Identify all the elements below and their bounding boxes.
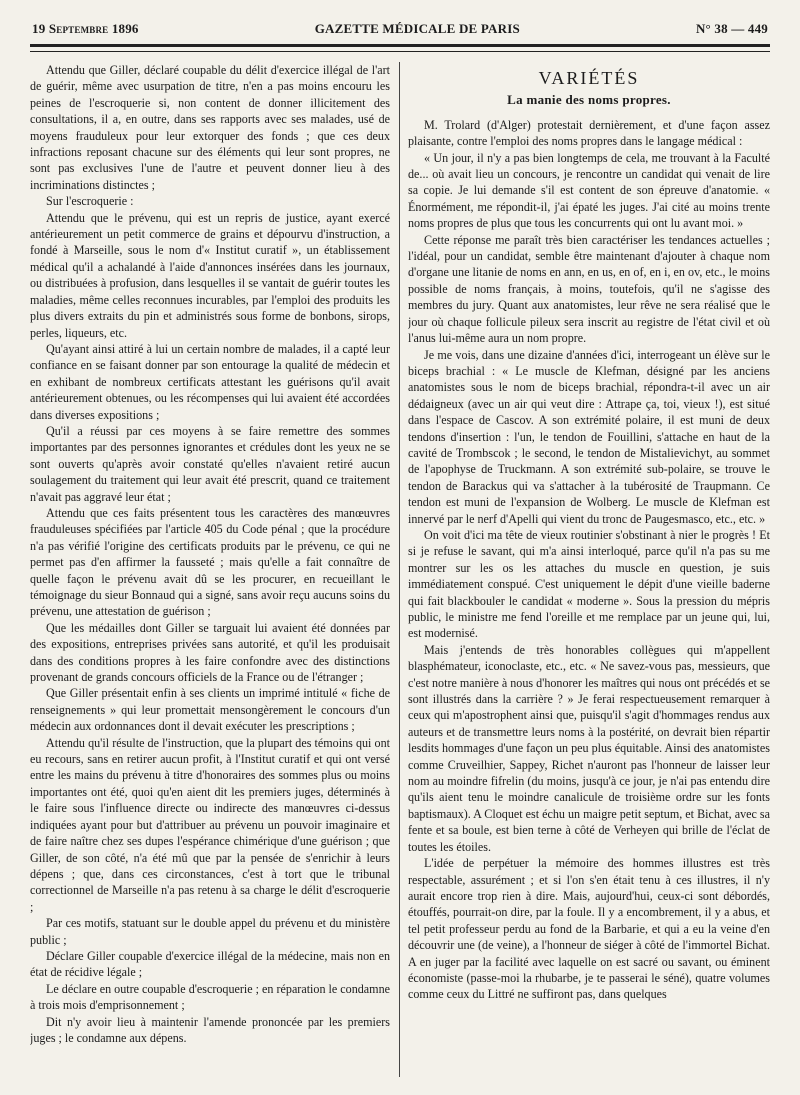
left-paragraph: Le déclare en outre coupable d'escroquerie ; en réparation le condamne à trois mois d'emprisonnement ; — [30, 981, 390, 1013]
right-paragraph: Je me vois, dans une dizaine d'années d'ici, interrogeant un élève sur le biceps brachial : « Le muscle de Klefman, désigné par les anciens anatomistes sous le nom de biceps brachial, répondra-t-il avec un air dédaigneux (avec un air qui veut dire : Attrape ça, toi, vieux !), est situé dans l'espace de Cascov. A son extrémité polaire, il est muni de deux tendons d'insertion : l'un, le tendon de Fouillini, s'attache en haut de la cavité de Trombscok ; le second, le tendon de Mistalievichyt, au sommet de l'apophyse de Truckmann. A son extrémité sub-polaire, se trouve le tendon de Barackus qui va s'attacher à la tubérosité de Traupmann. Ce tendon est muni de l'expansion de Wolberg. Le muscle de Klefman est innervé par le nerf d'Apelli qui vient du tronc de Paugesmasco, etc., etc. » — [408, 347, 770, 526]
article-title: La manie des noms propres. — [507, 92, 671, 108]
page-header — [32, 18, 768, 40]
left-paragraph: Dit n'y avoir lieu à maintenir l'amende prononcée par les premiers juges ; le condamne aux dépens. — [30, 1014, 390, 1045]
column-divider — [399, 62, 400, 1077]
left-paragraph: Attendu que ces faits présentent tous les caractères des manœuvres frauduleuses spécifiées par l'article 405 du Code pénal ; que la procédure n'a pas vérifié l'origine des certificats produits par le prévenu, ce qui ne permet pas d'en affirmer la fausseté ; mais qu'elle a fait connaître de quelle façon le prévenu avait dû se les procurer, en recueillant le témoignage du sieur Bonnaud qui a signé, sans avoir reçu aucuns soins du prévenu, une attestation de guérison ; — [30, 505, 390, 619]
issue-number: N° 38 — 449 — [695, 21, 768, 36]
section-title: VARIÉTÉS — [538, 68, 640, 88]
left-paragraph: Attendu qu'il résulte de l'instruction, que la plupart des témoins qui ont eu recours, sans en retirer aucun profit, à l'Institut curatif et qui ont versé entre les mains du prévenu à titre d'honoraires des sommes plus ou moins importantes ont été, quoi qu'en aient dit les premiers juges, déterminés à le faire sous l'influence directe ou indirecte des manœuvres ci-dessus indiquées ayant pour but d'attribuer au prévenu un pouvoir imaginaire et de faire naître chez ses dupes l'espérance chimérique d'une guérison ; que Giller, de son côté, n'a été mû que par la pensée de s'enrichir à leurs dépens ; que, dans ces circonstances, c'est à tort que le tribunal correctionnel de Marseille n'a pas retenu à sa charge le délit d'escroquerie ; — [30, 735, 390, 914]
left-column — [30, 62, 390, 1082]
header-rule-thin — [30, 51, 770, 52]
left-paragraph: Déclare Giller coupable d'exercice illégal de la médecine, mais non en état de récidive légale ; — [30, 948, 390, 980]
left-paragraph: Qu'il a réussi par ces moyens à se faire remettre des sommes importantes par des personnes ignorantes et crédules dont les yeux ne se sont ouverts qu'après avoir constaté qu'elles n'avaient retiré aucun soulagement du traitement qui leur avait été prescrit, quand ce traitement n'avait pas aggravé leur état ; — [30, 423, 390, 504]
right-paragraph: L'idée de perpétuer la mémoire des hommes illustres est très respectable, assurément ; et si l'on s'en était tenu à ces illustres, il n'y aurait encore trop rien à dire. Mais, aujourd'hui, ceux-ci sont débordés, étouffés, pourrait-on dire, par la foule. Il y a encombrement, il y a abus, et tel petit professeur perdu au fond de la Barbarie, et qui a eu la veine d'en découvrir une (de veine), a l'honneur de siéger à côté de l'immortel Bichat. A en juger par la facilité avec laquelle on est sacré ou savant, ou éminent économiste (passe-moi la rhubarbe, je te passerai le séné), quatre volumes comme ceux du Littré ne suffiront pas, dans quelques — [408, 856, 770, 1002]
left-paragraph: Attendu que Giller, déclaré coupable du délit d'exercice illégal de l'art de guérir, même avec usurpation de titre, n'en a pas moins encouru les peines de l'escroquerie si, non content de donner illicitement des consultations, il a, en outre, dans ses rapports avec ses malades, usé de moyens frauduleux pour leur extorquer des fonds ; que ces deux infractions reposant chacune sur des éléments qui leur sont propres, ne sont pas exclusives l'une de l'autre et peuvent donner lieu à des incriminations distinctes ; — [30, 63, 390, 192]
left-paragraph: Attendu que le prévenu, qui est un repris de justice, ayant exercé antérieurement un petit commerce de grains et dépourvu d'instruction, a fondé à Marseille, sous le nom d'« Institut curatif », un établissement médical qu'il a achalandé à l'aide d'annonces insérées dans les journaux, ou distribuées à profusion, dans lesquelles il se vantait de guérir toutes les maladies, même celles reconnues incurables, par l'emploi des produits les plus divers extraits du pin et administrés sous forme de bonbons, sirops, perles, liqueurs, etc. — [30, 210, 390, 340]
left-paragraph: Par ces motifs, statuant sur le double appel du prévenu et du ministère public ; — [30, 916, 390, 947]
left-paragraph: Que les médailles dont Giller se targuait lui avaient été données par des expositions, entreprises privées sans autorité, et qu'il les produisait dans des conditions propres à les faire confondre avec des distinctions provenant de grands concours officiels de la France ou de l'étranger ; — [30, 620, 390, 685]
left-paragraph: Sur l'escroquerie : — [46, 194, 134, 209]
left-paragraph: Qu'ayant ainsi attiré à lui un certain nombre de malades, il a capté leur confiance en se faisant donner par son entourage la qualité de médecin et en exhibant de nombreux certificats attestant les guérisons qu'il avait antérieurement obtenues, ou les récompenses qui lui avaient été accordées dans diverses expositions ; — [30, 341, 390, 422]
left-paragraph: Que Giller présentait enfin à ses clients un imprimé intitulé « fiche de renseignements » qui leur promettait mensongèrement le concours d'un médecin aux ordonnances dont il devait exécuter les prescriptions ; — [30, 686, 390, 734]
right-paragraph: Cette réponse me paraît très bien caractériser les tendances actuelles ; l'idéal, pour un candidat, semble être maintenant d'ajouter à chaque nom d'organe une litanie de noms en ann, en us, en of, en i, en ov, etc., le moins possible de noms français, à moins, toutefois, qu'il ne s'agisse des membres du jury. Quant aux anatomistes, leur rêve ne sera réalisé que le jour où chaque follicule pileux sera inscrit au registre de l'état civil et où l'anus lui-même aura un nom propre. — [408, 232, 770, 346]
right-paragraph: Mais j'entends de très honorables collègues qui m'appellent blasphémateur, iconoclaste, etc., etc. « Ne savez-vous pas, messieurs, que c'est notre manière à nous d'honorer les maîtres qui nous ont précédés et se sont illustrés dans la carrière ? » Je ferai respectueusement remarquer à ceux qui m'apostrophent ainsi que, puisqu'il s'agit d'hommages rendus aux auteurs et de transmettre leurs noms à la postérité, on devrait bien répartir lesdits hommages d'une façon un peu plus équitable. Ainsi des anatomistes comme Cruveilhier, Sappey, Richet n'auront pas l'honneur de laisser leur nom au moindre fifrelin (du moins, jusqu'à ce jour, je n'ai pas entendu dire qu'ils aient tenu le moindre canalicule de troisième ordre sur les fonts baptismaux). A Cloquet est échu un maigre petit septum, et Bichat, avec sa fente et sa boule, est bien terne à côté de Verheyen qui brille de l'éclat de toutes les étoiles. — [408, 642, 770, 854]
right-paragraph: M. Trolard (d'Alger) protestait dernièrement, et d'une façon assez plaisante, contre l'emploi des noms propres dans le langage médical : — [408, 117, 770, 149]
right-column — [408, 62, 770, 1082]
right-paragraph: On voit d'ici ma tête de vieux routinier s'obstinant à nier le progrès ! Et si je refuse le savant, qui m'a ainsi interloqué, parce qu'il n'a pas su me montrer sur les os les attaches du muscle en question, je suis immédiatement conspué. C'est uniquement le dépit d'une vieille baderne qui fait blackbouler le candidat « moderne ». Sous la pression du mépris public, le ministre me fend l'oreille et me remplace par un jeune qui, lui, est modernisé. — [408, 527, 770, 641]
issue-date: 19 Septembre 1896 — [32, 21, 139, 36]
journal-title: GAZETTE MÉDICALE DE PARIS — [314, 21, 520, 36]
header-rule-thick — [30, 44, 770, 47]
right-paragraph: « Un jour, il n'y a pas bien longtemps de cela, me trouvant à la Faculté de... où avait lieu un concours, je rencontre un candidat qui venait de lire sa copie. Je lui demande s'il est content de son épreuve d'anatomie. « Énormément, me répondit-il, j'ai épaté les juges. J'ai cité au moins trente noms propres de plus que tous les concurrents qui ont lu avant moi. » — [408, 150, 770, 231]
